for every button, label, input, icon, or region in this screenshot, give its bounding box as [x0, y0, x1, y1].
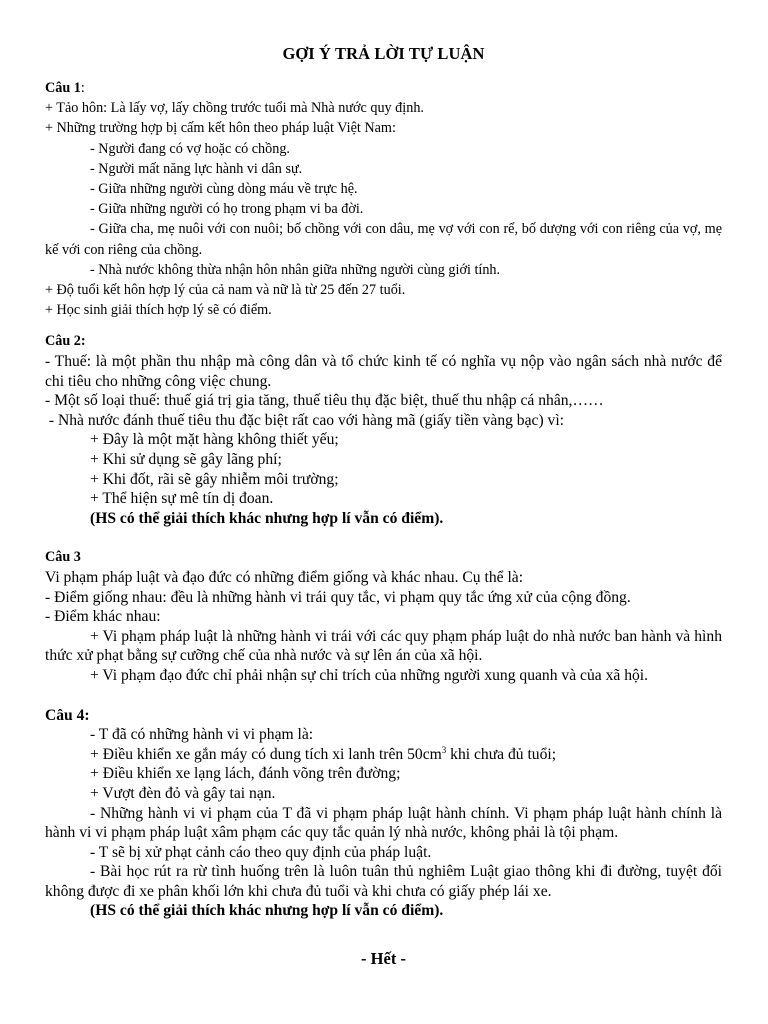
- q3-line-1: Vi phạm pháp luật và đạo đức có những điểm giống và khác nhau. Cụ thể là:: [45, 568, 524, 586]
- q3-line-2: - Điểm giống nhau: đều là những hành vi trái quy tắc, vi phạm quy tắc ứng xử của cộng đồng.: [45, 588, 631, 606]
- q2-line-7: + Thể hiện sự mê tín dị đoan.: [90, 490, 274, 508]
- q1-line-2: + Những trường hợp bị cấm kết hôn theo pháp luật Việt Nam:: [45, 120, 396, 137]
- q3-line-4: + Vi phạm pháp luật là những hành vi trái với các quy phạm pháp luật do nhà nước ban hành và hình thức xử phạt bằng sự cưỡng chế của nhà nước và sự lên án của xã hội.: [45, 627, 722, 665]
- end-marker: - Hết -: [361, 949, 406, 969]
- q3-line-5: + Vi phạm đạo đức chỉ phải nhận sự chỉ trích của những người xung quanh và của xã hội.: [90, 666, 649, 684]
- q4-line-1: - T đã có những hành vi vi phạm là:: [90, 726, 314, 744]
- q3-line-3: - Điểm khác nhau:: [45, 608, 161, 626]
- q4-line-4: + Vượt đèn đỏ và gây tai nạn.: [90, 784, 276, 802]
- question-2: [45, 332, 722, 528]
- question-3-heading: Câu 3: [45, 549, 81, 566]
- q4-note: (HS có thể giải thích khác nhưng hợp lí vẫn có điểm).: [90, 902, 444, 920]
- q1-line-5: - Giữa những người cùng dòng máu về trực hệ.: [90, 181, 358, 198]
- q1-line-9: + Độ tuổi kết hôn hợp lý của cả nam và nữ là từ 25 đến 27 tuổi.: [45, 282, 406, 299]
- q1-line-1: + Tảo hôn: Là lấy vợ, lấy chồng trước tuổi mà Nhà nước quy định.: [45, 100, 424, 117]
- q4-line-7: - Bài học rút ra rừ tình huống trên là luôn tuân thủ nghiêm Luật giao thông khi đi đường, tuyệt đối không được đi xe phân khối lớn khi chưa đủ tuổi và khi chưa có giấy phép lái xe.: [45, 863, 722, 900]
- question-1-heading-colon: :: [80, 80, 85, 96]
- question-1-heading: Câu 1: [45, 80, 81, 96]
- q4-line-2: [45, 745, 722, 765]
- q1-line-10: + Học sinh giải thích hợp lý sẽ có điểm.: [45, 302, 272, 319]
- q4-line-3: + Điều khiển xe lạng lách, đánh võng trên đường;: [90, 765, 401, 783]
- q4-line-5: - Những hành vi vi phạm của T đã vi phạm pháp luật hành chính. Vi phạm pháp luật hành chính là hành vi vi phạm pháp luật xâm phạm các quy tắc quản lý nhà nước, không phải là tội phạm.: [45, 804, 722, 842]
- q4-line-2-superscript: 3: [441, 744, 447, 755]
- question-4: [45, 706, 722, 922]
- q2-line-1: - Thuế: là một phần thu nhập mà công dân và tổ chức kinh tế có nghĩa vụ nộp vào ngân sách nhà nước để chi tiêu cho những công việc chung.: [45, 353, 722, 390]
- q1-line-7: - Giữa cha, mẹ nuôi với con nuôi; bố chồng với con dâu, mẹ vợ với con rể, bố dượng với con riêng của vợ, mẹ kế với con riêng của chồng.: [45, 221, 722, 258]
- question-2-heading: Câu 2:: [45, 333, 86, 350]
- q2-line-5: + Khi sử dụng sẽ gây lãng phí;: [90, 451, 282, 468]
- question-3: [45, 548, 722, 685]
- q1-line-4: - Người mất năng lực hành vi dân sự.: [90, 160, 303, 177]
- q4-line-2-tail: khi chưa đủ tuổi;: [446, 745, 557, 763]
- q1-line-8: - Nhà nước không thừa nhận hôn nhân giữa những người cùng giới tính.: [90, 261, 501, 278]
- q1-line-3: - Người đang có vợ hoặc có chồng.: [90, 140, 290, 157]
- question-1: [45, 78, 722, 320]
- q2-note: (HS có thể giải thích khác nhưng hợp lí vẫn có điểm).: [90, 509, 444, 527]
- q2-line-6: + Khi đốt, rãi sẽ gây nhiễm môi trường;: [90, 470, 339, 488]
- question-4-heading: Câu 4:: [45, 706, 90, 724]
- document-page: [45, 44, 722, 969]
- q1-line-6: - Giữa những người có họ trong phạm vi ba đời.: [90, 201, 364, 218]
- q2-line-3: - Nhà nước đánh thuế tiêu thu đặc biệt rất cao với hàng mã (giấy tiền vàng bạc) vì:: [45, 411, 565, 429]
- q2-line-2: - Một số loại thuế: thuế giá trị gia tăng, thuế tiêu thụ đặc biệt, thuế thu nhập cá nhân,……: [45, 392, 604, 410]
- q4-line-2-text: + Điều khiển xe gắn máy có dung tích xi lanh trên 50cm: [90, 745, 442, 763]
- document-title: GỢI Ý TRẢ LỜI TỰ LUẬN: [282, 44, 485, 63]
- q4-line-6: - T sẽ bị xử phạt cảnh cáo theo quy định của pháp luật.: [90, 843, 432, 861]
- q2-line-4: + Đây là một mặt hàng không thiết yếu;: [90, 431, 339, 449]
